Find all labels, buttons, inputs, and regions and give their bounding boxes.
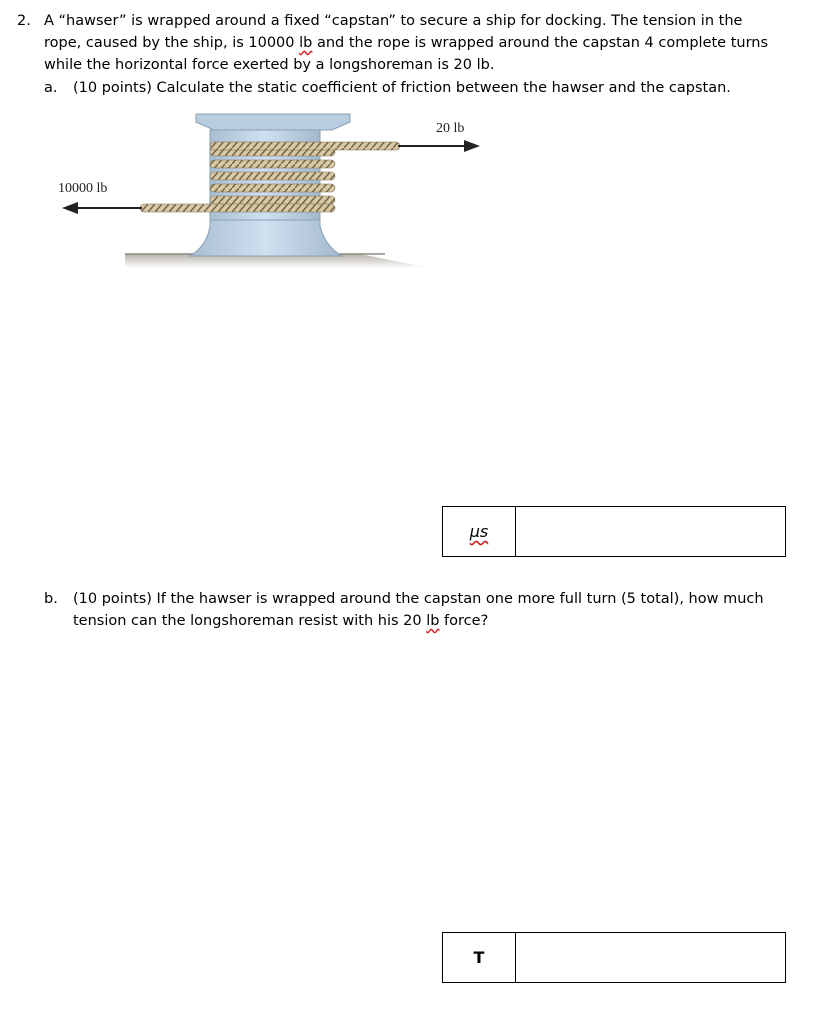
part-a-question: (10 points) Calculate the static coefficient of friction between the hawser and the capstan.: [73, 80, 731, 96]
force-label-10000lb: 10000 lb: [58, 181, 108, 196]
part-b-label: b.: [44, 591, 58, 607]
problem-number: 2.: [17, 13, 31, 29]
hawser-turn: [210, 160, 335, 168]
problem-intro-line1: A “hawser” is wrapped around a fixed “capstan” to secure a ship for docking. The tension in the: [44, 13, 743, 29]
hawser-right-segment: [210, 142, 400, 150]
hawser-left-segment: [140, 204, 335, 212]
hawser-turn: [210, 172, 335, 180]
answer-label-mu-s: μs: [443, 507, 516, 556]
capstan-figure: [50, 108, 500, 278]
hawser-turn: [210, 184, 335, 192]
capstan-top: [196, 114, 350, 130]
intro-line2-end: and the rope is wrapped around the capstan 4 complete turns: [312, 35, 769, 51]
problem-intro-line2: [44, 32, 768, 54]
answer-input-tension[interactable]: [516, 933, 785, 982]
problem-intro-line3: while the horizontal force exerted by a longshoreman is 20 lb.: [44, 57, 495, 73]
part-b-line2-end: force?: [439, 613, 489, 629]
answer-box-tension: [442, 932, 786, 983]
force-label-20lb: 20 lb: [436, 121, 465, 136]
answer-box-mu-s: [442, 506, 786, 557]
unit-lb-spellcheck: lb: [299, 35, 313, 51]
answer-input-mu-s[interactable]: [516, 507, 785, 556]
capstan-diagram: [50, 108, 500, 278]
answer-label-t: T: [443, 933, 516, 982]
unit-lb-spellcheck: lb: [426, 613, 440, 629]
intro-line2-start: rope, caused by the ship, is 10000: [44, 35, 300, 51]
part-a-label: a.: [44, 80, 58, 96]
part-b-line2-start: tension can the longshoreman resist with his 20: [73, 613, 427, 629]
hawser-turn: [210, 196, 335, 204]
force-arrow-left-head: [62, 202, 78, 214]
part-b-question-line2: [73, 610, 488, 632]
part-b-question-line1: (10 points) If the hawser is wrapped around the capstan one more full turn (5 total), how much: [73, 591, 764, 607]
force-arrow-right-head: [464, 140, 480, 152]
